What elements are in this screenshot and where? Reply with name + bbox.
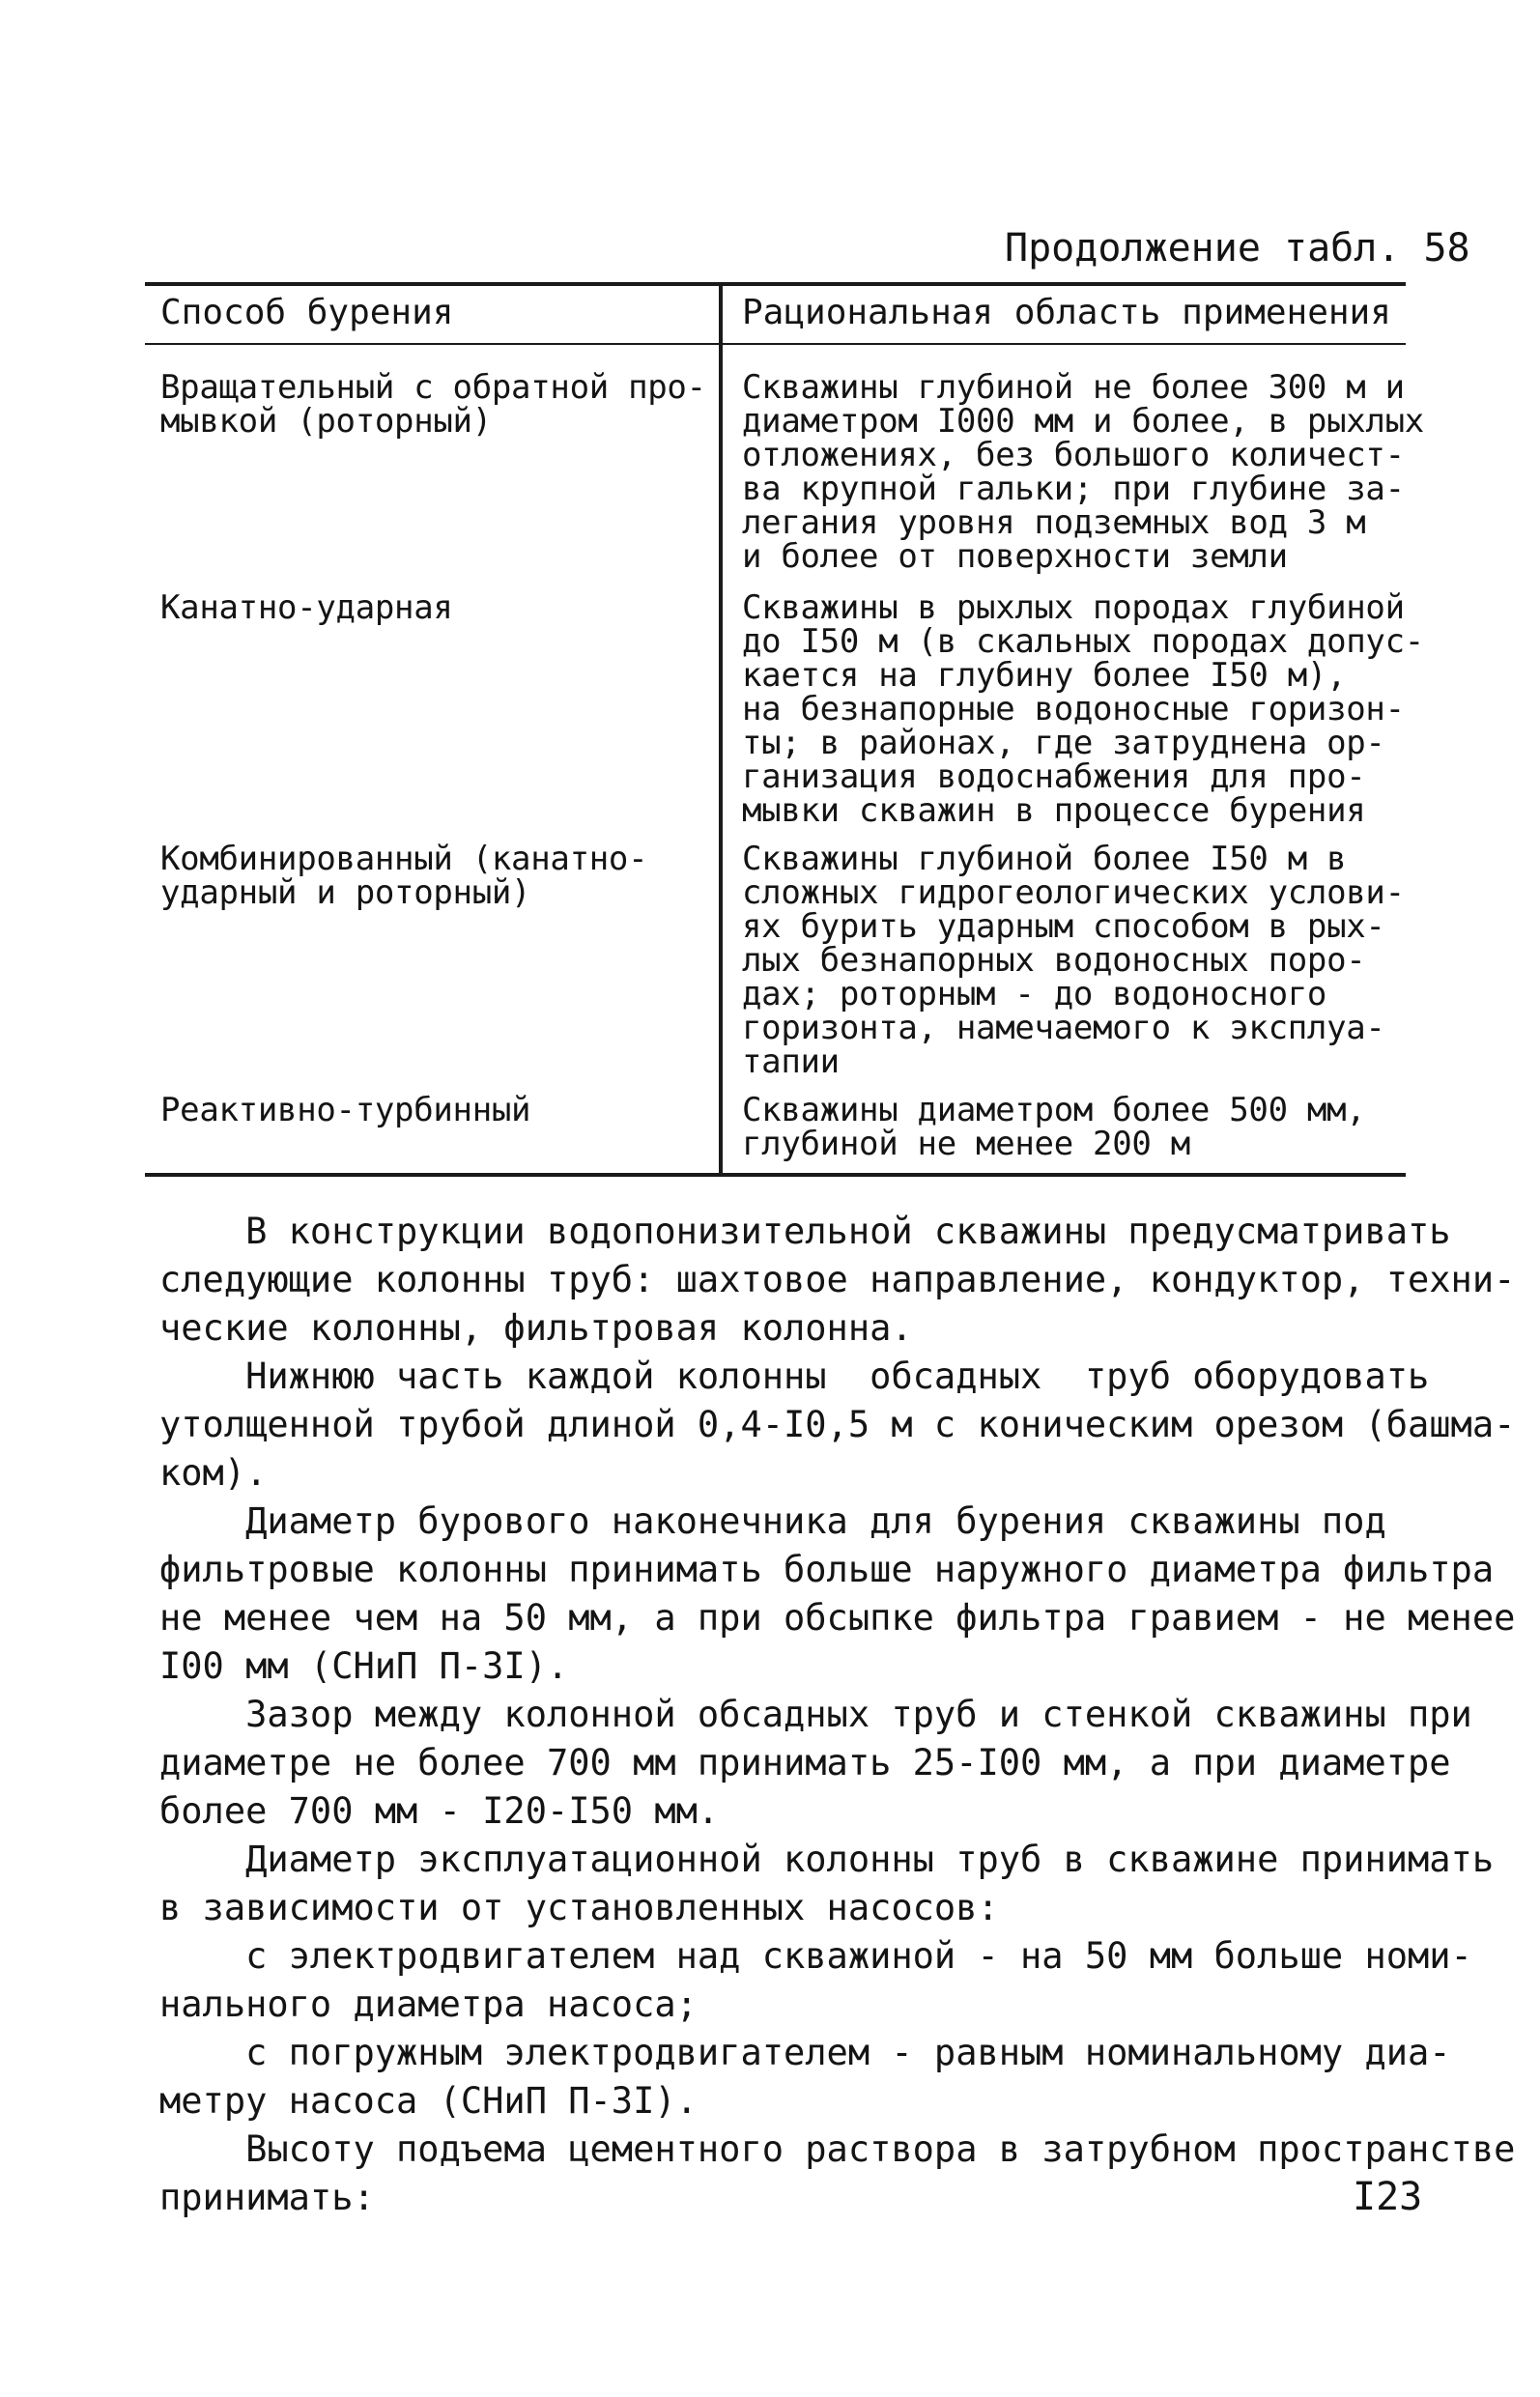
column-divider bbox=[719, 282, 723, 1177]
paragraph-casing-shoe: Нижнюю часть каждой колонны обсадных труб оборудовать утолщенной трубой длиной 0,4-I0,5 м с коническим орезом (башма- ком). bbox=[159, 1355, 1516, 1494]
header-method: Способ бурения bbox=[160, 293, 454, 332]
row-2-application: Скважины в рыхлых породах глубиной до I50 м (в скальных породах допус- кается на глубину более I50 м), на безнапорные водоносные горизон- ты; в районах, где затруднена ор- ганизация водоснабжения для про- мывки скважин в процессе бурения bbox=[742, 588, 1424, 830]
body-text bbox=[159, 1208, 1516, 2222]
table-caption: Продолжение табл. 58 bbox=[1005, 226, 1470, 271]
drilling-methods-table bbox=[145, 282, 1424, 1177]
paragraph-bit-diameter: Диаметр бурового наконечника для бурения скважины под фильтровые колонны принимать больше наружного диаметра фильтра не менее чем на 50 мм, а при обсыпке фильтра гравием - не менее I00 мм (СНиП П-3I). bbox=[159, 1500, 1516, 1687]
row-2-method: Канатно-ударная bbox=[160, 588, 453, 627]
paragraph-cement-height: Высоту подъема цементного раствора в затрубном пространстве принимать: bbox=[159, 2128, 1516, 2218]
row-1-application: Скважины глубиной не более 300 м и диаметром I000 мм и более, в рыхлых отложениях, без большого количест- ва крупной гальки; при глубине за- легания уровня подземных вод 3 м и более от поверхности земли bbox=[742, 368, 1424, 576]
paragraph-well-columns: В конструкции водопонизительной скважины предусматривать следующие колонны труб: шахтовое направление, кондуктор, техни- ческие колонны, фильтровая колонна. bbox=[159, 1211, 1516, 1349]
header-application: Рациональная область применения bbox=[742, 293, 1391, 332]
table-top-rule bbox=[145, 282, 1406, 286]
page-number: I23 bbox=[1353, 2175, 1423, 2219]
row-3-application: Скважины глубиной более I50 м в сложных гидрогеологических услови- ях бурить ударным способом в рых- лых безнапорных водоносных поро- дах; роторным - до водоносного горизонта, намечаемого к эксплуа- тапии bbox=[742, 840, 1405, 1081]
row-4-application: Скважины диаметром более 500 мм, глубиной не менее 200 м bbox=[742, 1091, 1366, 1163]
row-1-method: Вращательный с обратной про- мывкой (роторный) bbox=[160, 368, 706, 441]
paragraph-production-casing: Диаметр эксплуатационной колонны труб в скважине принимать в зависимости от установленных насосов: bbox=[159, 1839, 1495, 1928]
paragraph-submersible-motor: с погружным электродвигателем - равным номинальному диа- метру насоса (СНиП П-3I). bbox=[159, 2032, 1451, 2122]
paragraph-surface-motor: с электродвигателем над скважиной - на 50 мм больше номи- нального диаметра насоса; bbox=[159, 1935, 1472, 2025]
header-rule bbox=[145, 343, 1406, 345]
row-4-method: Реактивно-турбинный bbox=[160, 1091, 531, 1129]
table-bottom-rule bbox=[145, 1173, 1406, 1177]
paragraph-annular-gap: Зазор между колонной обсадных труб и стенкой скважины при диаметре не более 700 мм принимать 25-I00 мм, а при диаметре более 700 мм - I20-I50 мм. bbox=[159, 1694, 1472, 1832]
row-3-method: Комбинированный (канатно- ударный и роторный) bbox=[160, 840, 648, 912]
